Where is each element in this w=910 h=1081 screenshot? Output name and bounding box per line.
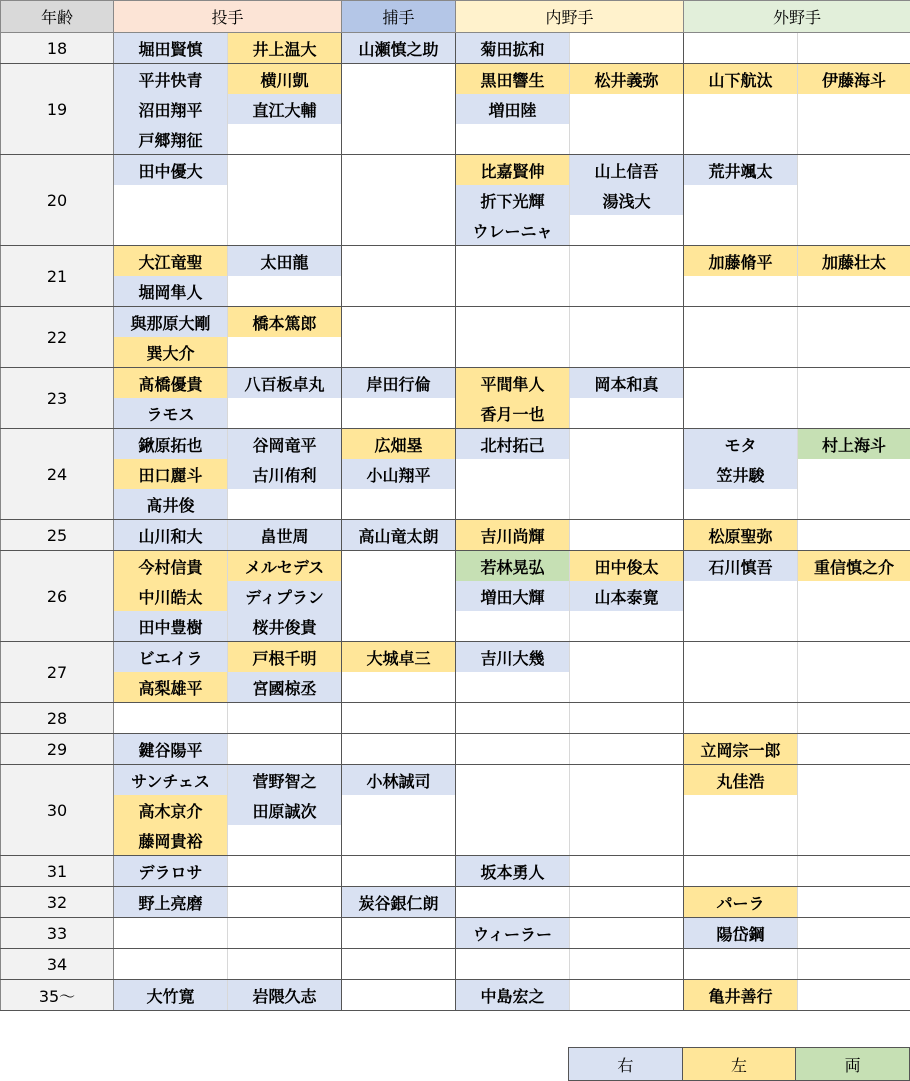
empty-cell [798,825,910,856]
table-row [1,94,910,124]
table-row [1,581,910,611]
empty-cell [798,337,910,368]
empty-cell [798,489,910,520]
empty-cell [456,672,570,703]
player-cell: 田中優大 [114,155,228,186]
empty-cell [798,734,910,765]
player-cell: 石川慎吾 [684,551,798,582]
empty-cell [798,94,910,124]
player-cell: 與那原大剛 [114,307,228,338]
player-cell: 今村信貴 [114,551,228,582]
table-row [1,856,910,887]
player-cell: 野上亮磨 [114,887,228,918]
player-cell: 広畑塁 [342,429,456,460]
player-cell: 山本泰寛 [570,581,684,611]
empty-cell [570,825,684,856]
age-cell: 19 [1,64,114,155]
empty-cell [342,703,456,734]
empty-cell [228,185,342,215]
empty-cell [684,398,798,429]
empty-cell [228,703,342,734]
empty-cell [456,765,570,796]
player-cell: 比嘉賢伸 [456,155,570,186]
player-cell: 鍬原拓也 [114,429,228,460]
player-cell: 荒井颯太 [684,155,798,186]
empty-cell [228,155,342,186]
age-cell: 25 [1,520,114,551]
empty-cell [570,980,684,1011]
empty-cell [798,856,910,887]
player-cell: ウレーニャ [456,215,570,246]
table-row [1,398,910,429]
empty-cell [228,825,342,856]
empty-cell [228,887,342,918]
empty-cell [342,734,456,765]
legend-left: 左 [682,1048,796,1081]
player-cell: 平間隼人 [456,368,570,399]
player-cell: 大江竜聖 [114,246,228,277]
player-cell: 吉川大幾 [456,642,570,673]
empty-cell [570,765,684,796]
age-cell: 27 [1,642,114,703]
empty-cell [228,215,342,246]
player-cell: ラモス [114,398,228,429]
player-cell: 田中俊太 [570,551,684,582]
header-catcher: 捕手 [342,1,456,33]
age-cell: 28 [1,703,114,734]
legend-right: 右 [569,1048,683,1081]
empty-cell [456,489,570,520]
player-cell: 立岡宗一郎 [684,734,798,765]
empty-cell [684,185,798,215]
empty-cell [684,795,798,825]
player-cell: モタ [684,429,798,460]
empty-cell [798,459,910,489]
player-cell: 松原聖弥 [684,520,798,551]
empty-cell [114,703,228,734]
empty-cell [114,949,228,980]
player-cell: 平井快青 [114,64,228,95]
empty-cell [798,887,910,918]
empty-cell [456,307,570,338]
empty-cell [342,246,456,277]
age-cell: 20 [1,155,114,246]
age-cell: 31 [1,856,114,887]
empty-cell [570,246,684,277]
empty-cell [342,185,456,215]
empty-cell [570,795,684,825]
header-outfield: 外野手 [684,1,910,33]
empty-cell [570,398,684,429]
player-cell: 吉川尚輝 [456,520,570,551]
player-cell: 髙井俊 [114,489,228,520]
empty-cell [798,33,910,64]
player-cell: 沼田翔平 [114,94,228,124]
player-cell: 菅野智之 [228,765,342,796]
empty-cell [456,124,570,155]
table-row [1,734,910,765]
empty-cell [570,520,684,551]
table-row [1,276,910,307]
table-row [1,520,910,551]
table-row [1,825,910,856]
empty-cell [798,765,910,796]
player-cell: 加藤脩平 [684,246,798,277]
empty-cell [798,276,910,307]
empty-cell [456,949,570,980]
player-cell: 香月一也 [456,398,570,429]
header-pitcher: 投手 [114,1,342,33]
player-cell: 岸田行倫 [342,368,456,399]
player-cell: 谷岡竜平 [228,429,342,460]
empty-cell [684,94,798,124]
header-age: 年齢 [1,1,114,33]
empty-cell [570,642,684,673]
player-cell: 堀岡隼人 [114,276,228,307]
empty-cell [570,856,684,887]
header-infield: 内野手 [456,1,684,33]
player-cell: 増田陸 [456,94,570,124]
player-cell: 折下光輝 [456,185,570,215]
player-cell: サンチェス [114,765,228,796]
table-row [1,765,910,796]
table-row [1,155,910,186]
empty-cell [684,856,798,887]
age-cell: 23 [1,368,114,429]
empty-cell [798,398,910,429]
age-cell: 34 [1,949,114,980]
empty-cell [228,856,342,887]
age-cell: 24 [1,429,114,520]
player-cell: 岩隈久志 [228,980,342,1011]
legend-both: 両 [796,1048,910,1081]
empty-cell [342,124,456,155]
table-row [1,337,910,368]
table-row [1,368,910,399]
empty-cell [684,124,798,155]
player-cell: 高梨雄平 [114,672,228,703]
player-cell: 高木京介 [114,795,228,825]
player-cell: 丸佳浩 [684,765,798,796]
empty-cell [684,368,798,399]
empty-cell [342,672,456,703]
empty-cell [456,246,570,277]
empty-cell [114,918,228,949]
table-row [1,429,910,460]
player-cell: 横川凱 [228,64,342,95]
empty-cell [456,703,570,734]
player-cell: 村上海斗 [798,429,910,460]
player-cell: 亀井善行 [684,980,798,1011]
empty-cell [228,276,342,307]
player-cell: ビエイラ [114,642,228,673]
empty-cell [570,887,684,918]
empty-cell [342,155,456,186]
player-cell: 伊藤海斗 [798,64,910,95]
player-cell: 中島宏之 [456,980,570,1011]
empty-cell [570,337,684,368]
player-cell: 菊田拡和 [456,33,570,64]
header-row [1,1,910,33]
player-cell: 黒田響生 [456,64,570,95]
empty-cell [342,795,456,825]
table-row [1,611,910,642]
player-cell: ウィーラー [456,918,570,949]
empty-cell [684,642,798,673]
empty-cell [228,949,342,980]
empty-cell [342,337,456,368]
empty-cell [342,398,456,429]
table-row [1,703,910,734]
player-cell: 坂本勇人 [456,856,570,887]
table-row [1,459,910,489]
empty-cell [114,185,228,215]
player-cell: 井上温大 [228,33,342,64]
empty-cell [570,672,684,703]
player-cell: ディプラン [228,581,342,611]
empty-cell [798,980,910,1011]
handedness-legend [568,1047,910,1081]
empty-cell [570,734,684,765]
age-cell: 26 [1,551,114,642]
empty-cell [798,703,910,734]
empty-cell [570,918,684,949]
table-row [1,124,910,155]
player-cell: 湯浅大 [570,185,684,215]
table-row [1,642,910,673]
empty-cell [342,980,456,1011]
player-cell: 田口麗斗 [114,459,228,489]
player-cell: 山下航汰 [684,64,798,95]
player-cell: 太田龍 [228,246,342,277]
empty-cell [342,918,456,949]
empty-cell [798,368,910,399]
empty-cell [456,795,570,825]
empty-cell [570,94,684,124]
player-cell: 八百板卓丸 [228,368,342,399]
empty-cell [342,581,456,611]
empty-cell [342,489,456,520]
empty-cell [342,949,456,980]
player-cell: 笠井駿 [684,459,798,489]
empty-cell [342,64,456,95]
table-row [1,795,910,825]
table-row [1,672,910,703]
empty-cell [798,949,910,980]
empty-cell [456,337,570,368]
player-cell: 増田大輝 [456,581,570,611]
player-cell: 大竹寛 [114,980,228,1011]
empty-cell [684,825,798,856]
empty-cell [798,155,910,186]
empty-cell [228,337,342,368]
player-cell: 陽岱鋼 [684,918,798,949]
player-cell: 戸郷翔征 [114,124,228,155]
player-cell: 鍵谷陽平 [114,734,228,765]
empty-cell [342,215,456,246]
empty-cell [570,949,684,980]
empty-cell [456,459,570,489]
player-cell: 中川皓太 [114,581,228,611]
player-cell: 堀田賢慎 [114,33,228,64]
player-cell: 山川和大 [114,520,228,551]
empty-cell [684,307,798,338]
empty-cell [570,276,684,307]
table-row [1,949,910,980]
player-cell: 大城卓三 [342,642,456,673]
table-row [1,246,910,277]
player-cell: 北村拓己 [456,429,570,460]
player-cell: 炭谷銀仁朗 [342,887,456,918]
empty-cell [342,551,456,582]
empty-cell [798,307,910,338]
age-cell: 33 [1,918,114,949]
table-row [1,918,910,949]
player-cell: 田中豊樹 [114,611,228,642]
empty-cell [684,489,798,520]
empty-cell [228,489,342,520]
player-cell: デラロサ [114,856,228,887]
empty-cell [798,642,910,673]
player-cell: メルセデス [228,551,342,582]
table-row [1,64,910,95]
empty-cell [798,581,910,611]
empty-cell [798,520,910,551]
empty-cell [570,215,684,246]
empty-cell [684,672,798,703]
table-row [1,980,910,1011]
empty-cell [798,672,910,703]
player-cell: 松井義弥 [570,64,684,95]
player-cell: 橋本篤郎 [228,307,342,338]
player-cell: 若林晃弘 [456,551,570,582]
table-row [1,33,910,64]
empty-cell [228,734,342,765]
empty-cell [570,307,684,338]
empty-cell [342,307,456,338]
player-cell: 小林誠司 [342,765,456,796]
age-cell: 22 [1,307,114,368]
player-cell: 宮國椋丞 [228,672,342,703]
empty-cell [342,825,456,856]
empty-cell [456,276,570,307]
age-cell: 29 [1,734,114,765]
age-cell: 30 [1,765,114,856]
empty-cell [798,918,910,949]
empty-cell [456,734,570,765]
empty-cell [570,489,684,520]
empty-cell [684,703,798,734]
empty-cell [570,703,684,734]
player-cell: 小山翔平 [342,459,456,489]
empty-cell [798,185,910,215]
empty-cell [342,276,456,307]
player-cell: 山瀬慎之助 [342,33,456,64]
player-cell: 古川侑利 [228,459,342,489]
player-cell: 岡本和真 [570,368,684,399]
empty-cell [684,276,798,307]
player-cell: 桜井俊貴 [228,611,342,642]
roster-body [1,33,910,1011]
player-cell: 田原誠次 [228,795,342,825]
empty-cell [798,795,910,825]
player-cell: 直江大輔 [228,94,342,124]
table-row [1,551,910,582]
empty-cell [228,124,342,155]
player-cell: 戸根千明 [228,642,342,673]
player-cell: 高山竜太朗 [342,520,456,551]
player-cell: 巽大介 [114,337,228,368]
empty-cell [342,856,456,887]
empty-cell [342,611,456,642]
player-cell: パーラ [684,887,798,918]
empty-cell [456,611,570,642]
table-row [1,887,910,918]
empty-cell [684,215,798,246]
empty-cell [684,337,798,368]
empty-cell [684,33,798,64]
empty-cell [456,887,570,918]
empty-cell [114,215,228,246]
empty-cell [798,124,910,155]
age-cell: 21 [1,246,114,307]
player-cell: 山上信吾 [570,155,684,186]
player-cell: 畠世周 [228,520,342,551]
age-cell: 18 [1,33,114,64]
empty-cell [570,459,684,489]
age-cell: 35〜 [1,980,114,1011]
empty-cell [798,215,910,246]
empty-cell [684,949,798,980]
player-cell: 藤岡貴裕 [114,825,228,856]
table-row [1,215,910,246]
empty-cell [798,611,910,642]
empty-cell [570,429,684,460]
empty-cell [228,398,342,429]
player-cell: 加藤壮太 [798,246,910,277]
age-cell: 32 [1,887,114,918]
empty-cell [570,124,684,155]
table-row [1,307,910,338]
table-row [1,185,910,215]
empty-cell [570,611,684,642]
empty-cell [228,918,342,949]
player-cell: 髙橋優貴 [114,368,228,399]
player-cell: 重信慎之介 [798,551,910,582]
empty-cell [570,33,684,64]
empty-cell [684,611,798,642]
table-row [1,489,910,520]
empty-cell [684,581,798,611]
empty-cell [342,94,456,124]
empty-cell [456,825,570,856]
